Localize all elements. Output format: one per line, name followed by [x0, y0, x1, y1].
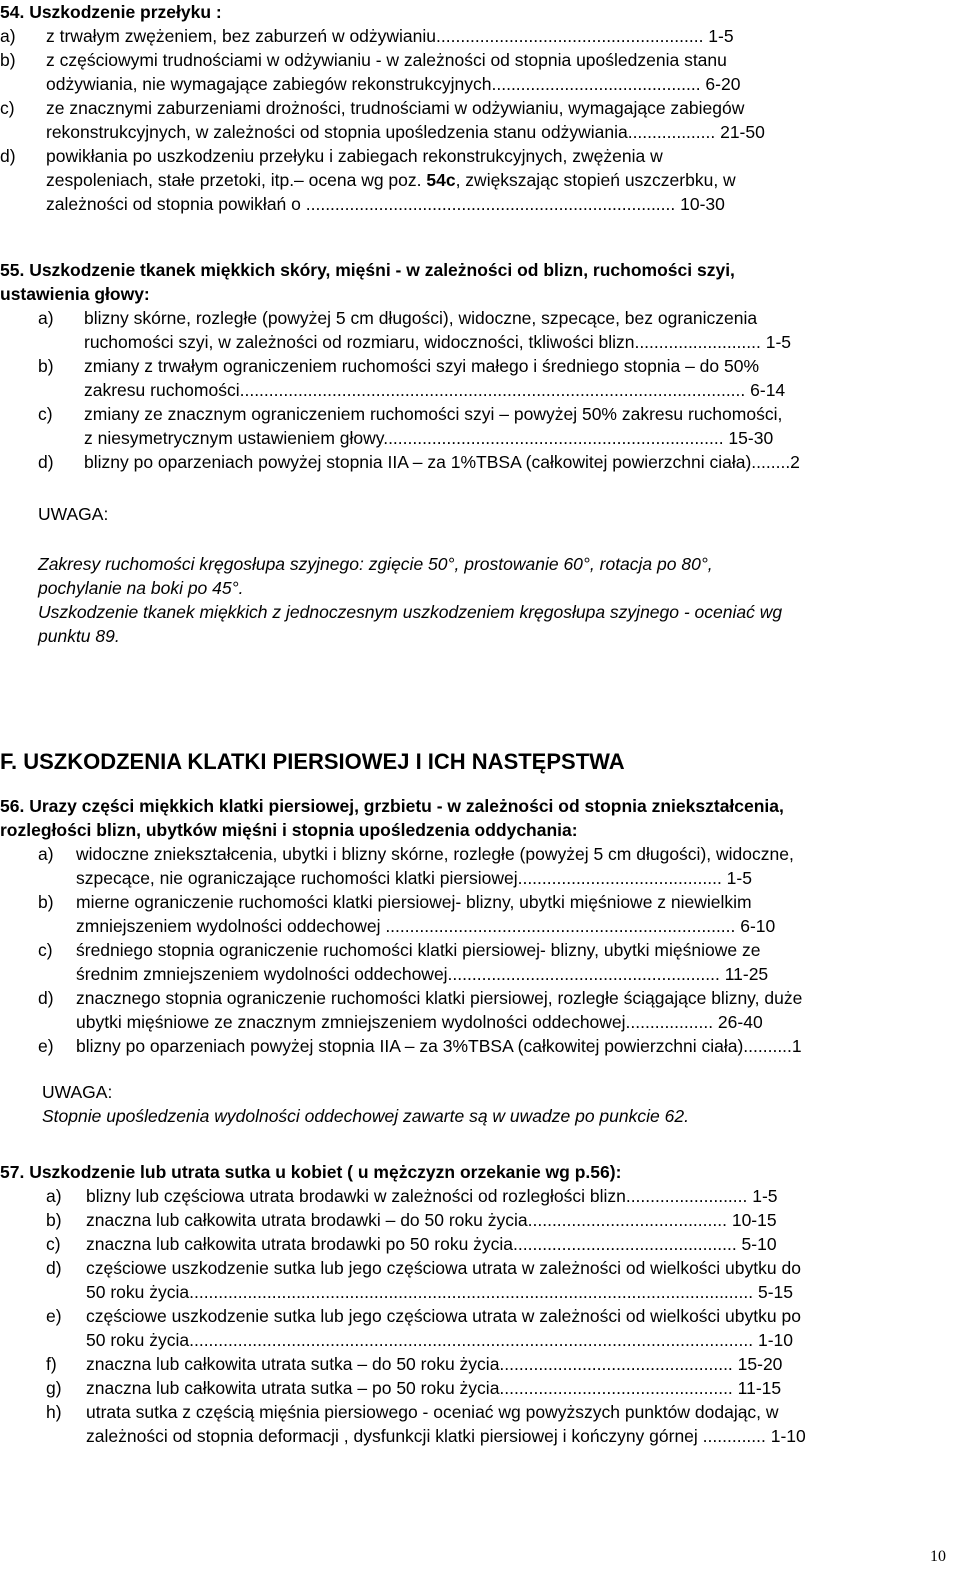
section-55	[0, 258, 950, 648]
item-55c: c) zmiany ze znacznym ograniczeniem ruchomości szyi – powyżej 50% zakresu ruchomości, z niesymetrycznym ustawieniem głowy...................................................................... 15-30	[38, 404, 783, 448]
note-55-heading: UWAGA:	[38, 504, 109, 524]
section-56-title-line1: 56. Urazy części miękkich klatki piersiowej, grzbietu - w zależności od stopnia zniekształcenia,	[0, 796, 784, 816]
note-56-heading: UWAGA:	[42, 1082, 113, 1102]
note-55-line3: Uszkodzenie tkanek miękkich z jednoczesnym uszkodzeniem kręgosłupa szyjnego - oceniać wg	[38, 602, 783, 622]
item-57d: d) częściowe uszkodzenie sutka lub jego częściowa utrata w zależności od wielkości ubytku do 50 roku życia.................................................................................................................... 5-15	[46, 1258, 801, 1302]
item-57g: g) znaczna lub całkowita utrata sutka – po 50 roku życia................................................ 11-15	[46, 1378, 782, 1398]
item-57b: b) znaczna lub całkowita utrata brodawki – do 50 roku życia......................................... 10-15	[46, 1210, 777, 1230]
item-55b: b) zmiany z trwałym ograniczeniem ruchomości szyi małego i średniego stopnia – do 50% zakresu ruchomości........................................................................................................ 6-14	[38, 356, 786, 400]
item-56d: d) znacznego stopnia ograniczenie ruchomości klatki piersiowej, rozległe ściągające blizny, duże ubytki mięśniowe ze znacznym zmniejszeniem wydolności oddechowej.................. 26-40	[38, 988, 803, 1032]
section-55-title-line1: 55. Uszkodzenie tkanek miękkich skóry, mięśni - w zależności od blizn, ruchomości szyi,	[0, 260, 735, 280]
note-55-line4: punktu 89.	[38, 626, 120, 646]
item-56a: a) widoczne zniekształcenia, ubytki i blizny skórne, rozległe (powyżej 5 cm długości), widoczne, szpecące, nie ograniczające ruchomości klatki piersiowej.......................................... 1-5	[38, 844, 794, 888]
item-54a: a) z trwałym zwężeniem, bez zaburzeń w odżywianiu....................................................... 1-5	[0, 26, 734, 46]
section-56-title-line2: rozległości blizn, ubytków mięśni i stopnia upośledzenia oddychania:	[0, 820, 578, 840]
item-56c: c) średniego stopnia ograniczenie ruchomości klatki piersiowej- blizny, ubytki mięśniowe ze średnim zmniejszeniem wydolności oddechowej........................................................ 11-25	[38, 940, 769, 984]
section-54-title: 54. Uszkodzenie przełyku :	[0, 2, 222, 22]
item-56e: e) blizny po oparzeniach powyżej stopnia IIA – za 3%TBSA (całkowitej powierzchni ciała)..........1	[38, 1036, 802, 1056]
item-57e: e) częściowe uszkodzenie sutka lub jego częściowa utrata w zależności od wielkości ubytku po 50 roku życia.................................................................................................................... 1-10	[46, 1306, 801, 1350]
note-55-line1: Zakresy ruchomości kręgosłupa szyjnego: zgięcie 50°, prostowanie 60°, rotacja po 80°,	[38, 554, 713, 574]
item-54c: c) ze znacznymi zaburzeniami drożności, trudnościami w odżywianiu, wymagające zabiegów rekonstrukcyjnych, w zależności od stopnia upośledzenia stanu odżywiania.................. 21-50	[0, 98, 765, 142]
note-55-line2: pochylanie na boki po 45°.	[38, 578, 244, 598]
section-56	[0, 794, 950, 1128]
item-55a: a) blizny skórne, rozległe (powyżej 5 cm długości), widoczne, szpecące, bez ograniczenia ruchomości szyi, w zależności od rozmiaru, widoczności, tkliwości blizn.......................... 1-5	[38, 308, 792, 352]
item-57c: c) znaczna lub całkowita utrata brodawki po 50 roku życia.............................................. 5-10	[46, 1234, 777, 1254]
section-57-title: 57. Uszkodzenie lub utrata sutka u kobiet ( u mężczyzn orzekanie wg p.56):	[0, 1162, 622, 1182]
item-54d: d) powikłania po uszkodzeniu przełyku i zabiegach rekonstrukcyjnych, zwężenia w zespoleniach, stałe przetoki, itp.– ocena wg poz. 54c, zwiększając stopień uszczerbku, w zależności od stopnia powikłań o ............................................................................ 10-30	[0, 146, 736, 214]
section-57	[0, 1160, 950, 1448]
page-number: 10	[930, 1548, 946, 1565]
item-56b: b) mierne ograniczenie ruchomości klatki piersiowej- blizny, ubytki mięśniowe z niewielkim zmniejszeniem wydolności oddechowej ........................................................................ 6-10	[38, 892, 776, 936]
item-57a: a) blizny lub częściowa utrata brodawki w zależności od rozległości blizn......................... 1-5	[46, 1186, 778, 1206]
item-55d: d) blizny po oparzeniach powyżej stopnia IIA – za 1%TBSA (całkowitej powierzchni ciała)........2	[38, 452, 800, 472]
item-57h: h) utrata sutka z częścią mięśnia piersiowego - oceniać wg powyższych punktów dodając, w zależności od stopnia deformacji , dysfunkcji klatki piersiowej i kończyny górnej ............. 1-10	[46, 1402, 806, 1446]
item-57f: f) znaczna lub całkowita utrata sutka – do 50 roku życia................................................ 15-20	[46, 1354, 783, 1374]
section-55-title-line2: ustawienia głowy:	[0, 284, 150, 304]
section-54	[0, 0, 950, 216]
item-54b: b) z częściowymi trudnościami w odżywianiu - w zależności od stopnia upośledzenia stanu odżywiania, nie wymagające zabiegów rekonstrukcyjnych........................................... 6-20	[0, 50, 741, 94]
note-56-text: Stopnie upośledzenia wydolności oddechowej zawarte są w uwadze po punkcie 62.	[42, 1106, 689, 1126]
section-f-title: F. USZKODZENIA KLATKI PIERSIOWEJ I ICH NASTĘPSTWA	[0, 749, 625, 774]
